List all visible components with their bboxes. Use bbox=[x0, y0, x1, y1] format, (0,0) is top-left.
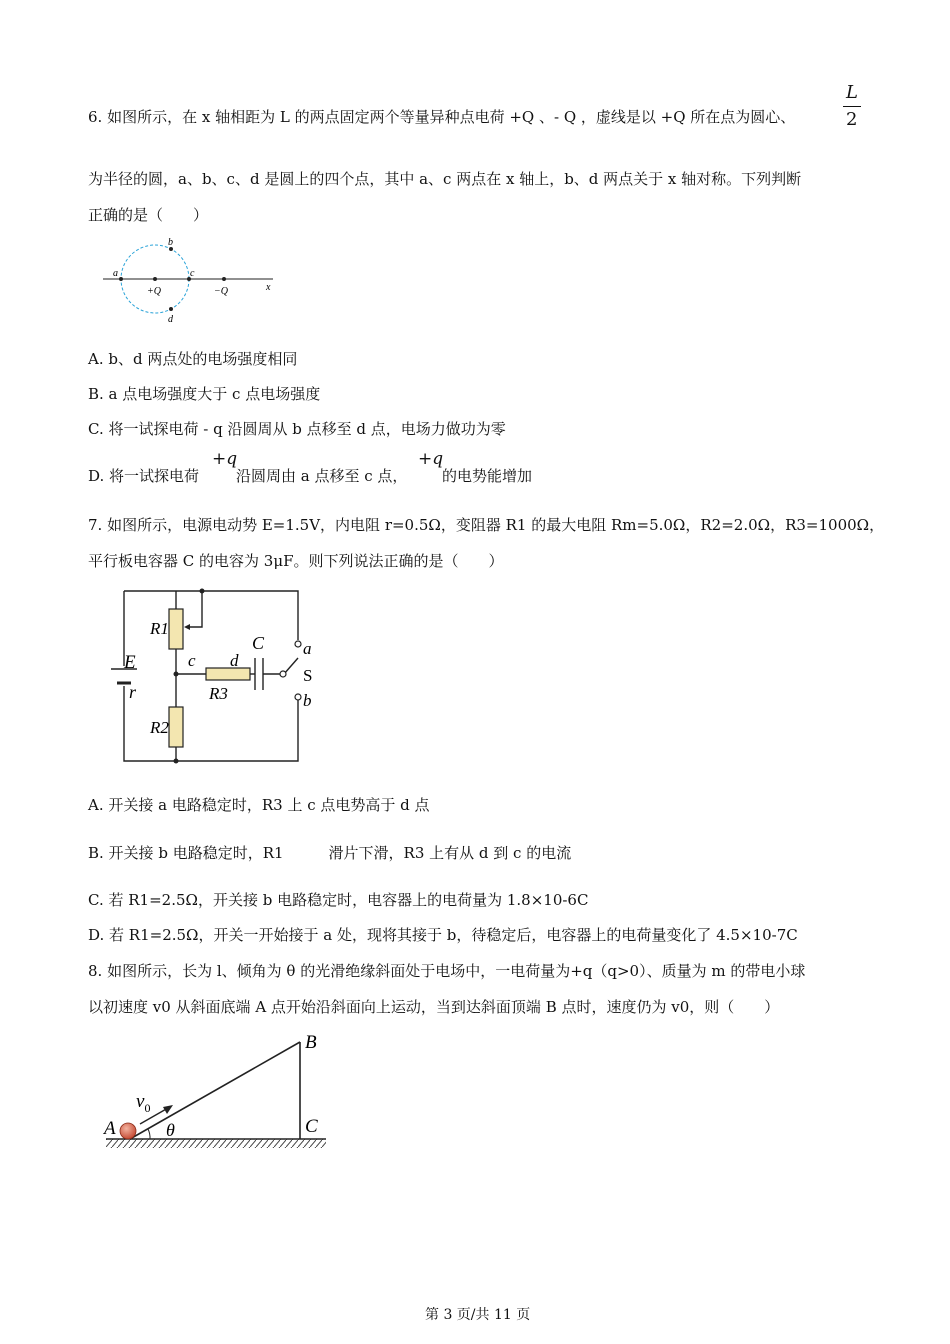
label-c-point: c bbox=[188, 651, 196, 670]
q6-option-d-part3: 的电势能增加 bbox=[442, 467, 533, 485]
q7-line1: 7. 如图所示，电源电动势 E=1.5V，内电阻 r=0.5Ω，变阻器 R1 的最大电阻 Rm=5.0Ω，R2=2.0Ω，R3=1000Ω， bbox=[88, 516, 885, 534]
q6-option-d-charge2: +q bbox=[418, 449, 444, 469]
label-v0: $v_0$ bbox=[136, 1091, 151, 1115]
q6-figure bbox=[98, 236, 288, 326]
q6-fraction-numerator: L bbox=[846, 82, 858, 103]
q8-line2: 以初速度 v0 从斜面底端 A 点开始沿斜面向上运动，当到达斜面顶端 B 点时，速度仍为 v0，则（ ） bbox=[88, 998, 780, 1016]
label-c: C bbox=[305, 1116, 318, 1137]
point-d bbox=[169, 307, 173, 311]
label-switch-b: b bbox=[303, 691, 312, 710]
q8-incline-figure bbox=[100, 1028, 340, 1153]
q6-option-c: C. 将一试探电荷 - q 沿圆周从 b 点移至 d 点，电场力做功为零 bbox=[88, 420, 506, 438]
q7-line2: 平行板电容器 C 的电容为 3μF。则下列说法正确的是（ ） bbox=[88, 552, 504, 570]
junction-bottom bbox=[174, 759, 179, 764]
label-plus-q: +Q bbox=[147, 286, 161, 297]
q6-option-a: A. b、d 两点处的电场强度相同 bbox=[88, 350, 298, 368]
junction-middle bbox=[174, 672, 179, 677]
resistor-r2 bbox=[169, 707, 183, 747]
label-c: c bbox=[190, 268, 195, 279]
q6-fraction-denominator: 2 bbox=[846, 109, 858, 130]
page-number: 第 3 页/共 11 页 bbox=[425, 1307, 531, 1323]
label-switch-a: a bbox=[303, 639, 312, 658]
q7-circuit bbox=[104, 582, 334, 772]
q6-fraction-bar bbox=[843, 106, 861, 107]
resistor-r1 bbox=[169, 609, 183, 649]
label-minus-q: −Q bbox=[214, 286, 228, 297]
point-minus-q bbox=[222, 277, 226, 281]
label-switch-s: S bbox=[303, 666, 313, 685]
label-r3: R3 bbox=[209, 684, 228, 703]
label-a: a bbox=[113, 268, 118, 279]
q6-option-b: B. a 点电场强度大于 c 点电场强度 bbox=[88, 385, 321, 403]
label-theta: θ bbox=[166, 1120, 175, 1140]
junction-top bbox=[200, 589, 205, 594]
angle-arc bbox=[148, 1129, 150, 1139]
switch-pivot bbox=[280, 671, 286, 677]
label-d: d bbox=[168, 314, 173, 325]
label-a: A bbox=[104, 1118, 116, 1139]
q6-option-d-part2: 沿圆周由 a 点移至 c 点， bbox=[236, 467, 408, 485]
incline-surface bbox=[130, 1042, 300, 1139]
q7-option-c: C. 若 R1=2.5Ω，开关接 b 电路稳定时，电容器上的电荷量为 1.8×10-6C bbox=[88, 891, 589, 909]
resistor-r3 bbox=[206, 668, 250, 680]
label-d-point: d bbox=[230, 651, 239, 670]
switch-blade bbox=[284, 658, 298, 674]
slider-arrow-icon bbox=[184, 624, 190, 630]
switch-contact-a bbox=[295, 641, 301, 647]
slider-wire bbox=[187, 591, 202, 627]
label-e: E bbox=[124, 652, 136, 673]
q6-option-d-part1: D. 将一试探电荷 bbox=[88, 467, 200, 485]
q7-option-a: A. 开关接 a 电路稳定时，R3 上 c 点电势高于 d 点 bbox=[88, 796, 430, 814]
label-capacitor: C bbox=[252, 633, 265, 653]
label-b: b bbox=[168, 237, 173, 248]
label-r: r bbox=[129, 682, 137, 702]
velocity-arrowhead-icon bbox=[163, 1105, 173, 1114]
label-b: B bbox=[305, 1032, 317, 1053]
q7-option-d: D. 若 R1=2.5Ω，开关一开始接于 a 处，现将其接于 b，待稳定后，电容器上的电荷量变化了 4.5×10-7C bbox=[88, 926, 798, 944]
point-a bbox=[119, 277, 123, 281]
switch-contact-b bbox=[295, 694, 301, 700]
ground-hatching bbox=[106, 1139, 326, 1148]
q6-line3: 正确的是（ ） bbox=[88, 206, 209, 224]
label-r1: R1 bbox=[150, 619, 169, 638]
q6-option-d-charge1: +q bbox=[212, 449, 238, 469]
label-r2: R2 bbox=[150, 718, 169, 737]
q6-line2: 为半径的圆，a、b、c、d 是圆上的四个点，其中 a、c 两点在 x 轴上，b、d 两点关于 x 轴对称。下列判断 bbox=[88, 170, 802, 188]
label-x: x bbox=[266, 282, 271, 293]
point-plus-q bbox=[153, 277, 157, 281]
q7-option-b: B. 开关接 b 电路稳定时，R1 滑片下滑，R3 上有从 d 到 c 的电流 bbox=[88, 844, 572, 862]
charged-ball bbox=[120, 1123, 136, 1139]
q6-line1: 6. 如图所示，在 x 轴相距为 L 的两点固定两个等量异种点电荷 +Q 、- Q ，虚线是以 +Q 所在点为圆心、 bbox=[88, 108, 796, 126]
q8-line1: 8. 如图所示，长为 l、倾角为 θ 的光滑绝缘斜面处于电场中，一电荷量为+q（q>0）、质量为 m 的带电小球 bbox=[88, 962, 806, 980]
